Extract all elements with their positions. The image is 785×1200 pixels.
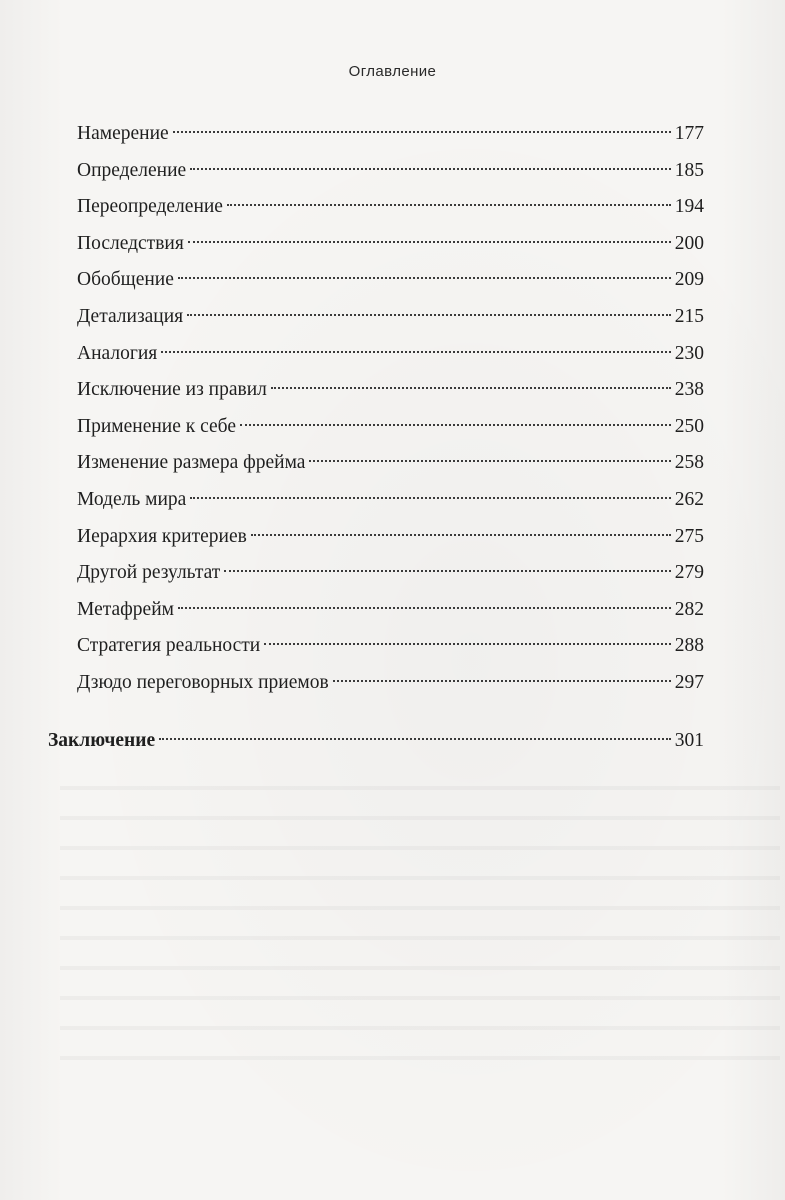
toc-entry-label: Изменение размера фрейма	[77, 452, 306, 474]
toc-entry-page: 275	[674, 525, 704, 547]
dot-leader	[187, 314, 671, 316]
dot-leader	[178, 607, 671, 609]
dot-leader	[271, 387, 671, 389]
toc-entry[interactable]	[48, 665, 704, 702]
toc-entry[interactable]	[48, 592, 704, 629]
toc-conclusion-entry[interactable]	[48, 723, 704, 760]
dot-leader	[309, 460, 670, 462]
toc-entry-page: 200	[674, 232, 704, 254]
toc-entry[interactable]	[48, 226, 704, 263]
dot-leader	[188, 241, 671, 243]
toc-entry-page: 238	[674, 379, 704, 401]
toc-entry[interactable]	[48, 299, 704, 336]
toc-entry[interactable]	[48, 628, 704, 665]
toc-entry[interactable]	[48, 482, 704, 519]
toc-entry-page: 215	[674, 305, 704, 327]
toc-entry-label: Другой результат	[77, 562, 221, 584]
toc-entry-label: Стратегия реальности	[77, 635, 261, 657]
toc-entry[interactable]	[48, 409, 704, 446]
toc-entry-page: 194	[674, 196, 704, 218]
dot-leader	[161, 351, 671, 353]
toc-entry-page: 185	[674, 159, 704, 181]
dot-leader	[178, 277, 671, 279]
toc-entry-label: Иерархия критериев	[77, 525, 247, 547]
dot-leader	[159, 738, 671, 740]
toc-entry-page: 209	[674, 269, 704, 291]
toc-entry[interactable]	[48, 189, 704, 226]
toc-entry[interactable]	[48, 519, 704, 556]
toc-entry-label: Намерение	[77, 123, 169, 144]
toc-entry[interactable]	[48, 153, 704, 190]
toc-entry[interactable]	[48, 555, 704, 592]
toc-entry-label: Метафрейм	[77, 598, 174, 620]
toc-entry-page: 279	[674, 562, 704, 584]
toc-entry-page: 288	[674, 635, 704, 657]
table-of-contents	[48, 116, 704, 759]
toc-entry-label: Обобщение	[77, 269, 174, 291]
toc-entry[interactable]	[48, 262, 704, 299]
toc-entry-label: Модель мира	[77, 488, 187, 510]
dot-leader	[173, 131, 671, 133]
toc-entry-label: Переопределение	[77, 196, 223, 218]
toc-entry-label: Применение к себе	[77, 415, 236, 437]
toc-entry-label: Дзюдо переговорных приемов	[77, 671, 329, 693]
toc-entry[interactable]	[48, 372, 704, 409]
toc-entry[interactable]	[48, 336, 704, 373]
toc-entry-page: 262	[674, 488, 704, 510]
toc-entry-label: Детализация	[77, 305, 184, 327]
toc-entry-label: Последствия	[77, 232, 184, 254]
show-through-texture	[60, 760, 780, 1060]
dot-leader	[190, 497, 670, 499]
toc-conclusion-page: 301	[674, 729, 704, 751]
toc-entry-label: Аналогия	[77, 342, 158, 364]
toc-conclusion-label: Заключение	[48, 729, 156, 751]
dot-leader	[251, 534, 671, 536]
dot-leader	[227, 204, 671, 206]
dot-leader	[224, 570, 670, 572]
toc-entry-label: Исключение из правил	[77, 379, 267, 401]
dot-leader	[240, 424, 671, 426]
toc-entry-page: 282	[674, 598, 704, 620]
dot-leader	[190, 168, 671, 170]
dot-leader	[264, 643, 671, 645]
toc-entry-label: Определение	[77, 159, 187, 181]
toc-entry-page: 177	[674, 123, 704, 144]
toc-entry-page: 258	[674, 452, 704, 474]
toc-entry[interactable]	[48, 445, 704, 482]
running-head: Оглавление	[348, 63, 437, 80]
toc-entry-page: 297	[674, 671, 704, 693]
toc-entry[interactable]	[48, 116, 704, 153]
toc-entry-page: 250	[674, 415, 704, 437]
toc-entry-page: 230	[674, 342, 704, 364]
dot-leader	[333, 680, 671, 682]
